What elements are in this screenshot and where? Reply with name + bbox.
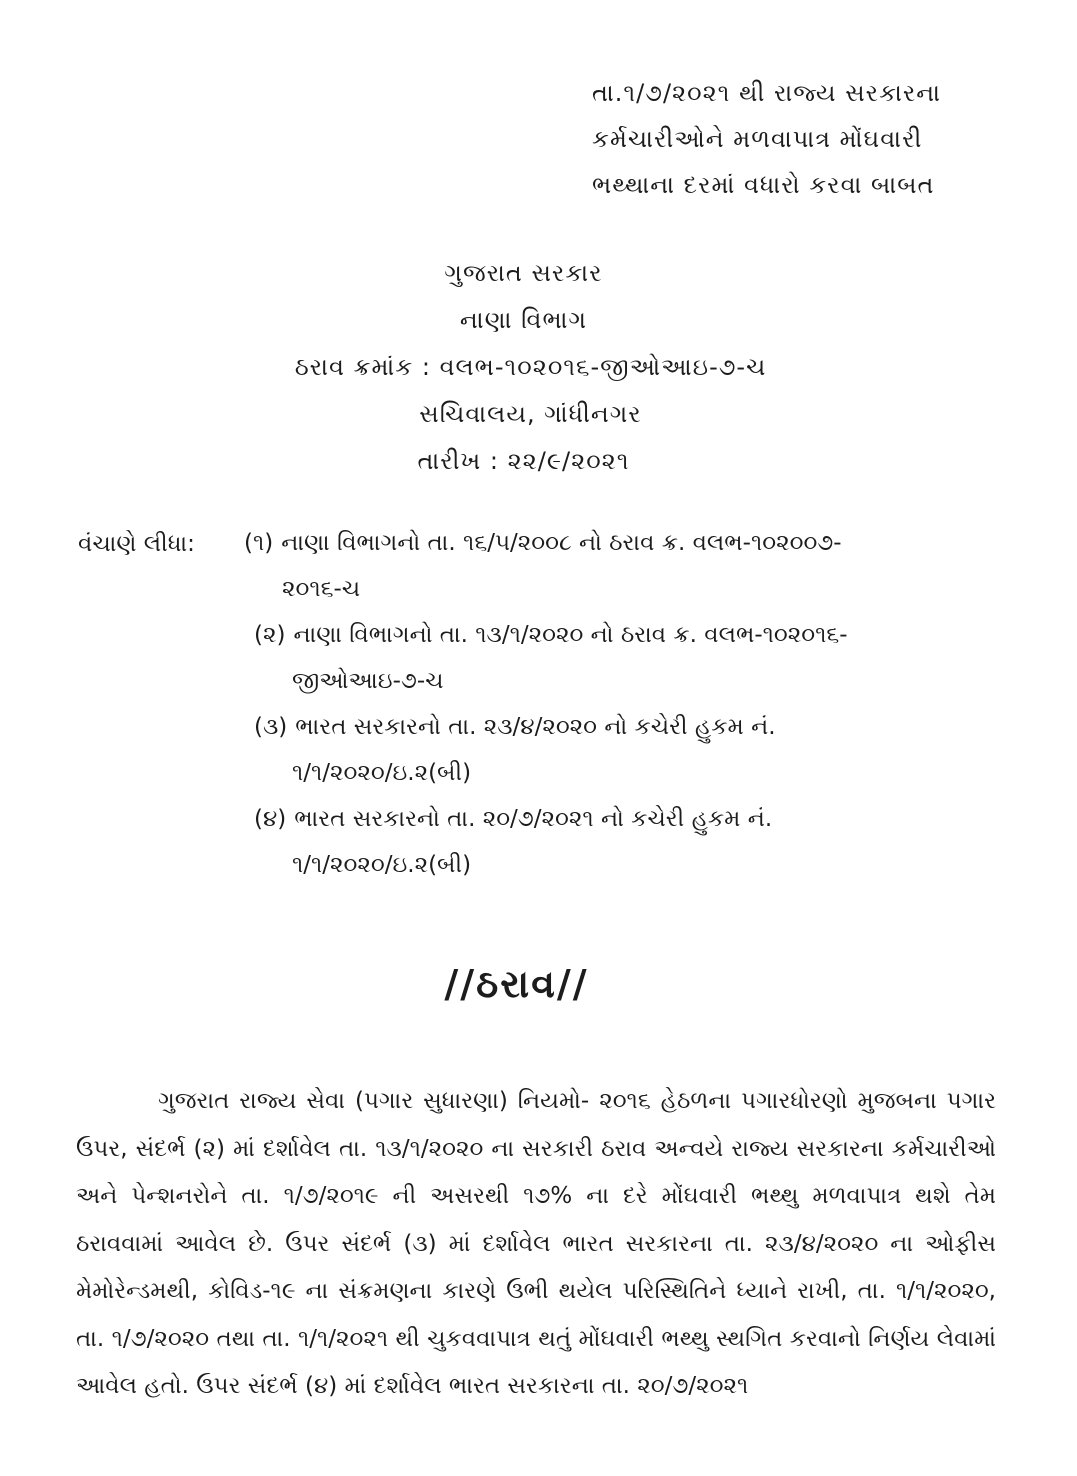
- reference-number: (૨): [254, 622, 286, 648]
- reference-number: (૩): [254, 714, 288, 740]
- reference-number: (૧): [244, 530, 274, 556]
- reference-text: નાણા વિભાગનો તા. ૧૩/૧/૨૦૨૦ નો ઠરાવ ક્ર. વલભ-૧૦૨૦૧૬-: [293, 622, 848, 648]
- references-list: [244, 520, 984, 888]
- reference-item: [254, 704, 984, 796]
- reference-text: નાણા વિભાગનો તા. ૧૬/૫/૨૦૦૮ નો ઠરાવ ક્ર. વલભ-૧૦૨૦૦૭-: [281, 530, 842, 556]
- subject-block: [592, 70, 992, 208]
- reference-continuation: ૧/૧/૨૦૨૦/ઇ.૨(બી): [292, 852, 472, 878]
- references-label: વંચાણે લીધા:: [78, 531, 195, 557]
- reference-continuation: જીઓઆઇ-૭-ચ: [292, 668, 444, 694]
- issuing-place: સચિવાલય, ગાંધીનગર: [419, 400, 642, 428]
- reference-text: ભારત સરકારનો તા. ૨૩/૪/૨૦૨૦ નો કચેરી હુકમ નં.: [295, 714, 776, 740]
- reference-item: [254, 612, 984, 704]
- reference-number: (૪): [254, 806, 287, 832]
- document-header: [0, 250, 1077, 485]
- resolution-number: ઠરાવ ક્રમાંક : વલભ-૧૦૨૦૧૬-જીઓઆઇ-૭-ચ: [294, 353, 767, 381]
- department-name: નાણા વિભાગ: [459, 306, 588, 334]
- resolution-body: ગુજરાત રાજ્ય સેવા (પગાર સુધારણા) નિયમો- ૨૦૧૬ હેઠળના પગારધોરણો મુજબના પગાર ઉપર, સંદર્ભ (૨) માં દર્શાવેલ તા. ૧૩/૧/૨૦૨૦ ના સરકારી ઠરાવ અન્વયે રાજ્ય સરકારના કર્મચારીઓ અને પેન્શનરોને તા. ૧/૭/૨૦૧૯ ની અસરથી ૧૭% ના દરે મોંઘવારી ભથ્થુ મળવાપાત્ર થશે તેમ ઠરાવવામાં આવેલ છે. ઉપર સંદર્ભ (૩) માં દર્શાવેલ ભારત સરકારના તા. ૨૩/૪/૨૦૨૦ ના ઓફીસ મેમોરેન્ડમથી, કોવિડ-૧૯ ના સંક્રમણના કારણે ઉભી થયેલ પરિસ્થિતિને ધ્યાને રાખી, તા. ૧/૧/૨૦૨૦, તા. ૧/૭/૨૦૨૦ તથા તા. ૧/૧/૨૦૨૧ થી ચુકવવાપાત્ર થતું મોંઘવારી ભથ્થુ સ્થગિત કરવાનો નિર્ણય લેવામાં આવેલ હતો. ઉપર સંદર્ભ (૪) માં દર્શાવેલ ભારત સરકારના તા. ૨૦/૭/૨૦૨૧: [76, 1088, 996, 1399]
- reference-continuation: ૨૦૧૬-ચ: [282, 576, 361, 602]
- government-name: ગુજરાત સરકાર: [444, 259, 603, 287]
- resolution-title: //ઠરાવ//: [444, 962, 589, 1006]
- reference-item: [244, 520, 984, 612]
- subject-line: ભથ્થાના દરમાં વધારો કરવા બાબત: [592, 171, 935, 199]
- reference-item: [254, 796, 984, 888]
- subject-line: તા.૧/૭/૨૦૨૧ થી રાજ્ય સરકારના: [592, 79, 942, 107]
- reference-continuation: ૧/૧/૨૦૨૦/ઇ.૨(બી): [292, 760, 472, 786]
- reference-text: ભારત સરકારનો તા. ૨૦/૭/૨૦૨૧ નો કચેરી હુકમ નં.: [294, 806, 773, 832]
- subject-line: કર્મચારીઓને મળવાપાત્ર મોંઘવારી: [592, 125, 923, 153]
- issue-date: તારીખ : ૨૨/૯/૨૦૨૧: [417, 447, 630, 475]
